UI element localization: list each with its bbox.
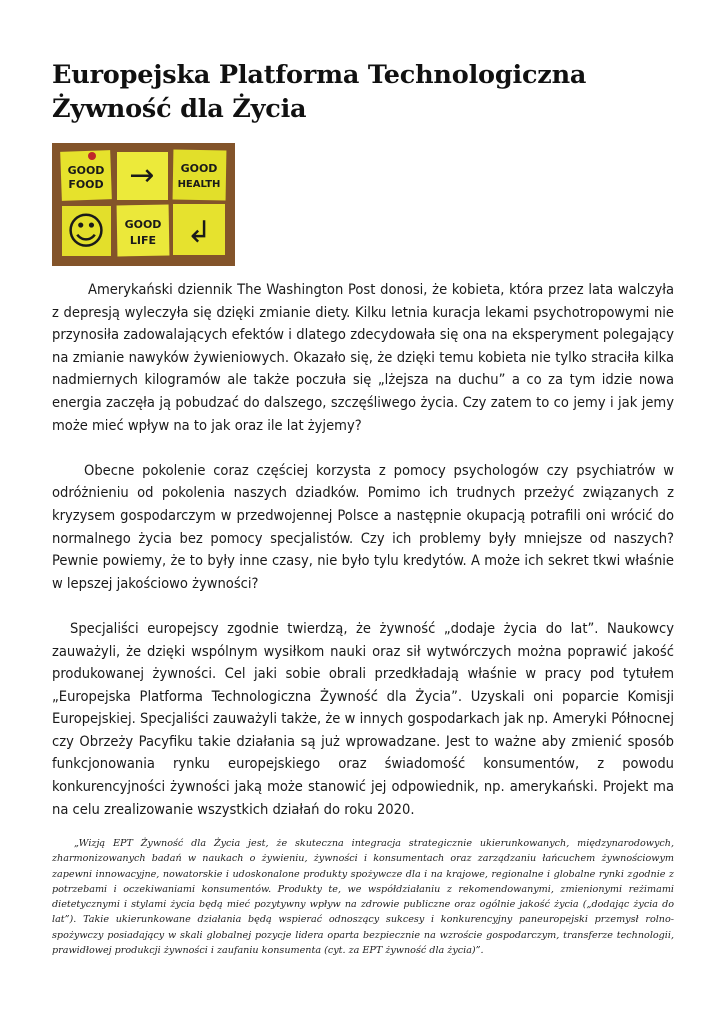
title-line-1: Europejska Platforma Technologiczna (52, 60, 587, 90)
note-good-food-label-2: FOOD (68, 178, 104, 191)
page-title (52, 58, 674, 126)
sticky-note-good-health (173, 150, 227, 201)
note-good-health-label: GOOD (180, 162, 218, 175)
document-page (52, 0, 674, 957)
note-good-health-label-2: HEALTH (177, 179, 221, 190)
note-good-life-label: GOOD (124, 218, 162, 231)
return-glyph: ↲ (186, 215, 212, 250)
arrow-glyph: → (129, 158, 155, 193)
note-good-food-label: GOOD (67, 164, 105, 177)
paragraph-2: Obecne pokolenie coraz częściej korzysta z pomocy psychologów czy psychiatrów w odróżnieniu od pokolenia naszych dziadków. Pomimo ich trudnych przeżyć związanych z kryzysem gospodarczym w przedwojennej Polsce a następnie okupacją potrafili oni wrócić do normalnego życia bez pomocy specjalistów. Czy ich problemy były mniejsze od naszych? Pewnie powiemy, że to były inne czasy, nie było tylu kredytów. A może ich sekret tkwi właśnie w lepszej jakościowo żywności? (52, 461, 674, 592)
article-photo (52, 143, 235, 266)
pin (88, 152, 96, 160)
block-quote: „Wizją EPT Żywność dla Życia jest, że skuteczna integracja strategicznie ukierunkowanych, międzynarodowych, zharmonizowanych badań w naukach o żywieniu, żywności i konsumentach oraz zarządzaniu łańcuchem żywnościowym zapewni innowacyjne, nowatorskie i udoskonalone produkty spożywcze dla i na krajowe, regionalne i globalne rynki zgodnie z potrzebami i oczekiwaniami konsumentów. Produkty te, we współdziałaniu z rekomendowanymi, zmienionymi reżimami dietetycznymi i stylami życia będą mieć pozytywny wpływ na zdrowie publiczne oraz ogólnie jakość życia („dodając życia do lat”). Takie ukierunkowane działania będą wspierać odnoszący sukcesy i konkurencyjny paneuropejski przemysł rolno- spożywczy posiadający w skali globalnej pozycje lidera oparta bezpiecznie na wzroście gospodarczym, transferze technologii, prawidłowej produkcji żywności i zaufaniu konsumenta (cyt. za EPT żywność dla życia)”. (52, 838, 674, 957)
note-good-life-label-2: LIFE (129, 234, 157, 247)
paragraph-3: Specjaliści europejscy zgodnie twierdzą, że żywność „dodaje życia do lat”. Naukowcy zauważyli, że dzięki wspólnym wysiłkom nauki oraz sił wytwórczych można poprawić jakość produkowanej żywności. Cel jaki sobie obrali przedkładają właśnie w pracy pod tytułem „Europejska Platforma Technologiczna Żywność dla Życia”. Uzyskali oni poparcie Komisji Europejskiej. Specjaliści zauważyli także, że w innych gospodarkach jak np. Ameryki Północnej czy Obrzeży Pacyfiku takie działania są już wprowadzane. Jest to ważne aby zmienić sposób funkcjonowania rynku europejskiego oraz świadomość konsumentów, z powodu konkurencyjności żywności jaką może stanowić jej odpowiednik, np. amerykański. Projekt ma na celu zrealizowanie wszystkich działań do roku 2020. (52, 619, 674, 818)
paragraph-1: Amerykański dziennik The Washington Post donosi, że kobieta, która przez lata walczyła z depresją wyleczyła się dzięki zmianie diety. Kilku letnia kuracja lekami psychotropowymi nie przynosiła zadowalających efektów i dlatego zdecydowała się ona na eksperyment polegający na zmianie nawyków żywieniowych. Okazało się, że dzięki temu kobieta nie tylko straciła kilka nadmiernych kilogramów ale także poczuła się „lżejsza na duchu” a co za tym idzie nowa energia zaczęła ją pobudzać do dalszego, szczęśliwego życia. Czy zatem to co jemy i jak jemy może mieć wpływ na to jak oraz ile lat żyjemy? (52, 281, 674, 434)
article-body (52, 279, 674, 844)
title-line-2: Żywność dla Życia (52, 94, 307, 124)
smiley-glyph: ☺ (66, 209, 106, 253)
